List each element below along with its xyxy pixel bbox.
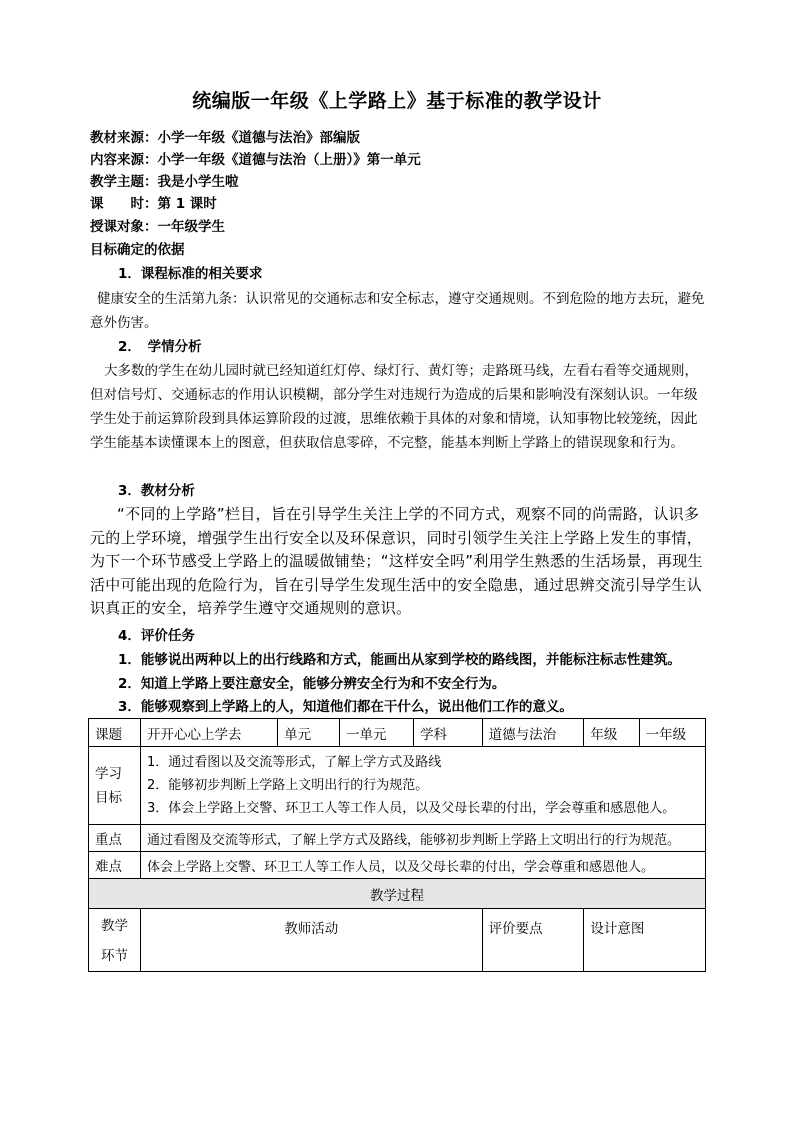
table-row-key-points (89, 825, 706, 852)
section-heading-evaluation: 4．评价任务 (118, 628, 195, 644)
objective-item: 1．通过看图以及交流等形式，了解上学方式及路线 (146, 755, 442, 770)
meta-value: 小学一年级《道德与法治》部编版 (157, 130, 360, 146)
objective-item: 2．能够初步判断上学路上文明出行的行为规范。 (146, 778, 429, 793)
meta-label: 内容来源： (90, 152, 158, 168)
grade-value: 一年级 (639, 719, 705, 747)
section-heading-materials: 3．教材分析 (118, 483, 195, 499)
table-row-process-title (89, 879, 706, 909)
task-item: 3．能够观察到上学路上的人，知道他们都在干什么，说出他们工作的意义。 (118, 699, 573, 715)
meta-value: 一年级学生 (157, 219, 225, 235)
key-label: 重点 (89, 825, 141, 852)
stage-header-line: 环节 (100, 948, 128, 964)
topic-value: 开开心心上学去 (140, 719, 277, 747)
unit-label: 单元 (278, 719, 340, 747)
difficulty-value: 体会上学路上交警、环卫工人等工作人员，以及父母长辈的付出，学会尊重和感恩他人。 (140, 852, 705, 879)
difficulty-label: 难点 (89, 852, 141, 879)
section-body-standards: 健康安全的生活第九条：认识常见的交通标志和安全标志，遵守交通规则。不到危险的地方去玩，避免意外伤害。 (90, 291, 705, 331)
section-body-students: 大多数的学生在幼儿园时就已经知道红灯停、绿灯行、黄灯等；走路斑马线，左看右看等交通规则，但对信号灯、交通标志的作用认识模糊，部分学生对违规行为造成的后果和影响没有深刻认识。一年级学生处于前运算阶段到具体运算阶段的过渡，思维依赖于具体的对象和情境，认知事物比较笼统，因此学生能基本读懂课本上的图意，但获取信息零碎，不完整，能基本判断上学路上的错误现象和行为。 (90, 363, 698, 451)
objective-item: 3．体会上学路上交警、环卫工人等工作人员，以及父母长辈的付出，学会尊重和感恩他人。 (146, 801, 676, 816)
teacher-activity-header: 教师活动 (140, 909, 482, 972)
section-heading-students: 2． 学情分析 (118, 339, 202, 355)
meta-label: 教学主题： (90, 174, 158, 190)
task-item: 2．知道上学路上要注意安全，能够分辨安全行为和不安全行为。 (118, 676, 506, 692)
objectives-label-line: 学习 (95, 765, 122, 782)
topic-label: 课题 (89, 719, 141, 747)
table-row-header (89, 719, 706, 747)
meta-label: 教材来源： (90, 130, 158, 146)
subject-value: 道德与法治 (482, 719, 584, 747)
meta-row-content (90, 150, 421, 170)
page-title: 统编版一年级《上学路上》基于标准的教学设计 (192, 90, 602, 112)
meta-row-theme (90, 172, 239, 192)
unit-value: 一单元 (339, 719, 413, 747)
meta-row-textbook (90, 128, 360, 148)
section-heading-standards: 1．课程标准的相关要求 (118, 266, 263, 282)
meta-value: 我是小学生啦 (157, 174, 239, 190)
section-body-materials: “不同的上学路”栏目，旨在引导学生关注上学的不同方式，观察不同的尚需路，认识多元的上学环境，增强学生出行安全以及环保意识，同时引领学生关注上学路上发生的事情，为下一个环节感受上学路上的温暖做铺垫；“这样安全吗”利用学生熟悉的生活场景，再现生活中可能出现的危险行为，旨在引导学生发现生活中的安全隐患，通过思辨交流引导学生认识真正的安全，培养学生遵守交通规则的意识。 (90, 505, 703, 617)
meta-row-audience (90, 217, 225, 237)
subject-label: 学科 (414, 719, 483, 747)
stage-header-line: 教学 (100, 918, 128, 934)
table-row-difficulty (89, 852, 706, 879)
meta-value: 小学一年级《道德与法治（上册）》第一单元 (157, 152, 421, 168)
objectives-label-line: 目标 (95, 789, 122, 806)
objectives-label (89, 747, 141, 825)
grade-label: 年级 (584, 719, 639, 747)
meta-label: 课 时： (90, 196, 158, 212)
table-row-objectives (89, 747, 706, 825)
process-title: 教学过程 (89, 879, 706, 909)
table-row-process-columns (89, 909, 706, 972)
meta-value: 第 1 课时 (157, 196, 217, 212)
stage-column-header (89, 909, 141, 972)
meta-row-period (90, 194, 217, 214)
basis-heading: 目标确定的依据 (90, 242, 185, 258)
design-intent-header: 设计意图 (584, 909, 706, 972)
lesson-table (88, 718, 706, 972)
task-item: 1．能够说出两种以上的出行线路和方式，能画出从家到学校的路线图，并能标注标志性建筑。 (118, 652, 681, 668)
evaluation-points-header: 评价要点 (482, 909, 584, 972)
meta-label: 授课对象： (90, 219, 158, 235)
key-value: 通过看图及交流等形式，了解上学方式及路线，能够初步判断上学路上文明出行的行为规范。 (140, 825, 705, 852)
objectives-content (140, 747, 705, 825)
